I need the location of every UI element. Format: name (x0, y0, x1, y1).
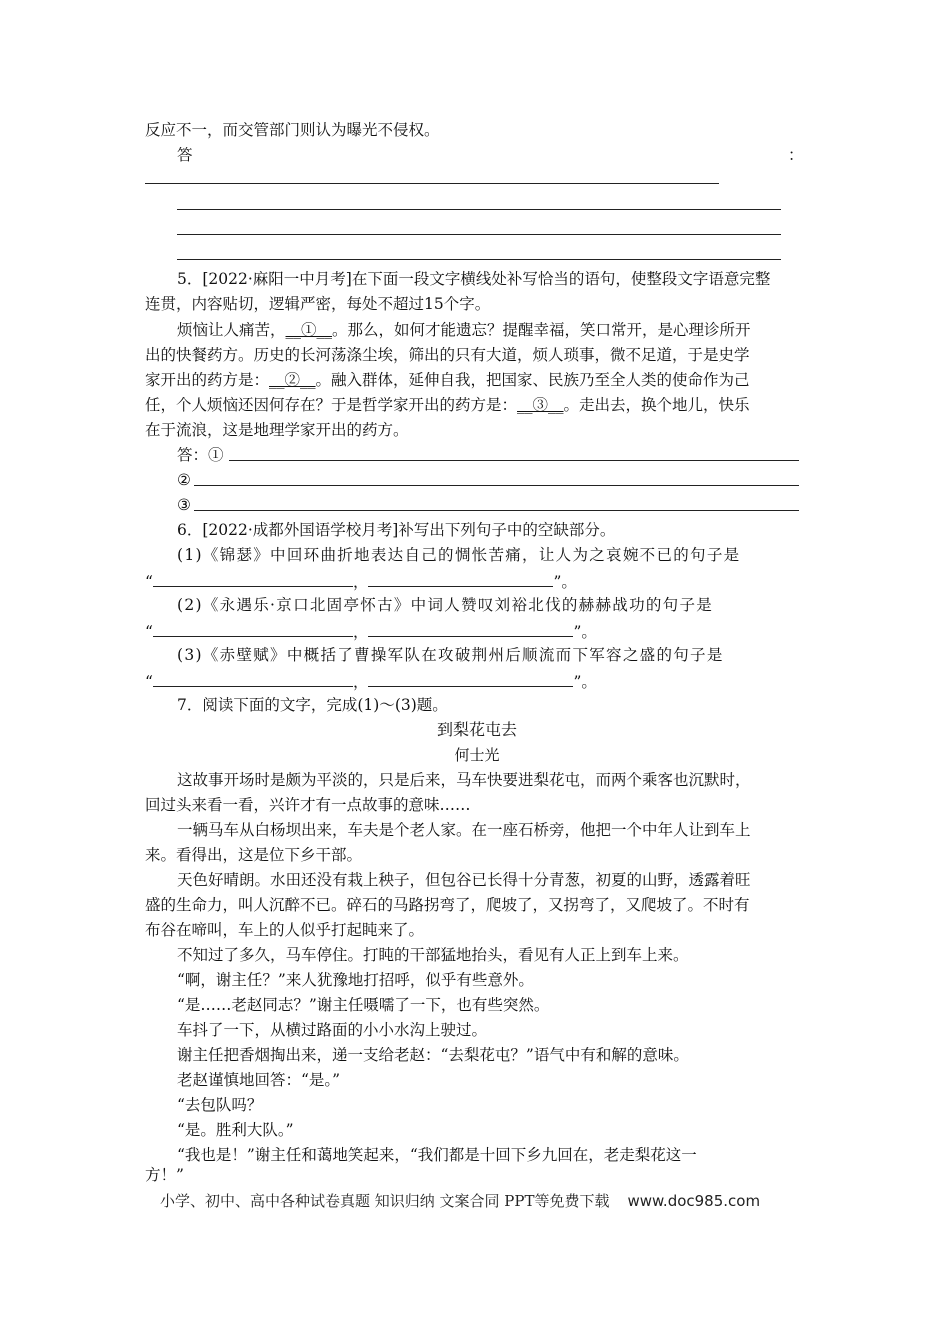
blank-2[interactable]: __②__ (269, 371, 316, 389)
answer-line-1[interactable] (229, 460, 799, 461)
footer-text: 小学、初中、高中各种试卷真题 知识归纳 文案合同 PPT等免费下载 (160, 1192, 610, 1210)
blank-input[interactable] (153, 668, 353, 687)
story-author: 何士光 (454, 746, 500, 764)
q6-item-2: (2)《永遇乐·京口北固亭怀古》中词人赞叹刘裕北伐的赫赫战功的句子是 (177, 596, 714, 614)
story-line: 这故事开场时是颇为平淡的，只是后来，马车快要进梨花屯，而两个乘客也沉默时， (177, 771, 751, 789)
close-quote: ”。 (553, 573, 577, 591)
story-line: “是……老赵同志？”谢主任嗫嚅了一下，也有些突然。 (177, 996, 550, 1014)
q5-text: 。走出去，换个地儿，快乐 (563, 396, 750, 414)
story-line: 不知过了多久，马车停住。打盹的干部猛地抬头，看见有人正上到车上来。 (177, 946, 689, 964)
q5-text: 。那么，如何才能遗忘？提醒幸福，笑口常开，是心理诊所开 (332, 321, 751, 339)
q5-text: 任，个人烦恼还因何存在？于是哲学家开出的药方是： (145, 396, 518, 414)
story-line: 天色好晴朗。水田还没有栽上秧子，但包谷已长得十分青葱，初夏的山野，透露着旺 (177, 871, 751, 889)
story-line: 车抖了一下，从横过路面的小小水沟上驶过。 (177, 1021, 488, 1039)
answer-line-2[interactable] (194, 485, 799, 486)
q5-answer-1-label: 答：① (177, 446, 224, 464)
story-line: 一辆马车从白杨坝出来，车夫是个老人家。在一座石桥旁，他把一个中年人让到车上 (177, 821, 751, 839)
q4-answer-label: 答 (177, 146, 193, 164)
blank-input[interactable] (153, 618, 353, 637)
open-quote: “ (145, 673, 153, 691)
answer-line[interactable] (177, 209, 781, 210)
answer-line[interactable] (145, 183, 719, 184)
blank-input[interactable] (368, 618, 573, 637)
story-line: 老赵谨慎地回答：“是。” (177, 1071, 341, 1089)
answer-line[interactable] (177, 234, 781, 235)
comma: ， (352, 573, 369, 591)
story-line: “啊，谢主任？”来人犹豫地打招呼，似乎有些意外。 (177, 971, 534, 989)
q5-paragraph-line (177, 318, 809, 342)
open-quote: “ (145, 623, 153, 641)
story-line: 方！” (145, 1166, 184, 1184)
q6-item-3: (3)《赤壁赋》中概括了曹操军队在攻破荆州后顺流而下军容之盛的句子是 (177, 646, 724, 664)
open-quote: “ (145, 573, 153, 591)
story-line: 谢主任把香烟掏出来，递一支给老赵：“去梨花屯？”语气中有和解的意味。 (177, 1046, 689, 1064)
q7-header: 7．阅读下面的文字，完成(1)～(3)题。 (177, 696, 448, 714)
story-title: 到梨花屯去 (436, 720, 517, 739)
story-line: 布谷在啼叫，车上的人似乎打起盹来了。 (145, 921, 425, 939)
close-quote: ”。 (573, 623, 597, 641)
q5-header-line2: 连贯，内容贴切，逻辑严密，每处不超过15个字。 (145, 295, 491, 313)
q5-paragraph-line: 出的快餐药方。历史的长河荡涤尘埃，筛出的只有大道，烦人琐事，微不足道，于是史学 (145, 346, 750, 364)
story-line: “我也是！”谢主任和蔼地笑起来，“我们都是十回下乡九回在，老走梨花这一 (177, 1146, 697, 1164)
q5-header-line1: 5．[2022·麻阳一中月考]在下面一段文字横线处补写恰当的语句，使整段文字语意完整 (177, 270, 771, 288)
blank-input[interactable] (153, 568, 353, 587)
q5-paragraph-line (145, 368, 809, 392)
story-line: 来。看得出，这是位下乡干部。 (145, 846, 363, 864)
q5-answer-2-label: ② (177, 471, 191, 489)
q4-tail-text: 反应不一，而交管部门则认为曝光不侵权。 (145, 121, 440, 139)
q6-header: 6．[2022·成都外国语学校月考]补写出下列句子中的空缺部分。 (177, 521, 616, 539)
story-line: “是。胜利大队。” (177, 1121, 294, 1139)
story-line: “去包队吗？ (177, 1096, 263, 1114)
q4-answer-colon: ： (788, 146, 804, 164)
story-line: 回过头来看一看，兴许才有一点故事的意味…… (145, 796, 471, 814)
page-footer (160, 1190, 760, 1211)
close-quote: ”。 (573, 673, 597, 691)
blank-1[interactable]: __①__ (285, 321, 333, 339)
blank-input[interactable] (368, 668, 573, 687)
footer-site-link[interactable]: www.doc985.com (627, 1192, 761, 1210)
answer-line[interactable] (177, 259, 781, 260)
q5-text: 。融入群体，延伸自我，把国家、民族乃至全人类的使命作为己 (315, 371, 750, 389)
comma: ， (352, 673, 369, 691)
q6-item-3-blanks (145, 668, 809, 694)
q5-paragraph-line (145, 393, 809, 417)
q5-answer-3-label: ③ (177, 496, 191, 514)
q6-item-2-blanks (145, 618, 809, 644)
blank-3[interactable]: __③__ (517, 396, 564, 414)
answer-line-3[interactable] (194, 510, 799, 511)
q5-paragraph-line: 在于流浪，这是地理学家开出的药方。 (145, 421, 409, 439)
comma: ， (352, 623, 369, 641)
q6-item-1: (1)《锦瑟》中回环曲折地表达自己的惆怅苦痛，让人为之哀婉不已的句子是 (177, 546, 741, 564)
blank-input[interactable] (368, 568, 553, 587)
story-line: 盛的生命力，叫人沉醉不已。碎石的马路拐弯了，爬坡了，又拐弯了，又爬坡了。不时有 (145, 896, 750, 914)
q6-item-1-blanks (145, 568, 809, 594)
q5-text: 家开出的药方是： (145, 371, 270, 389)
q5-text: 烦恼让人痛苦， (177, 321, 286, 339)
